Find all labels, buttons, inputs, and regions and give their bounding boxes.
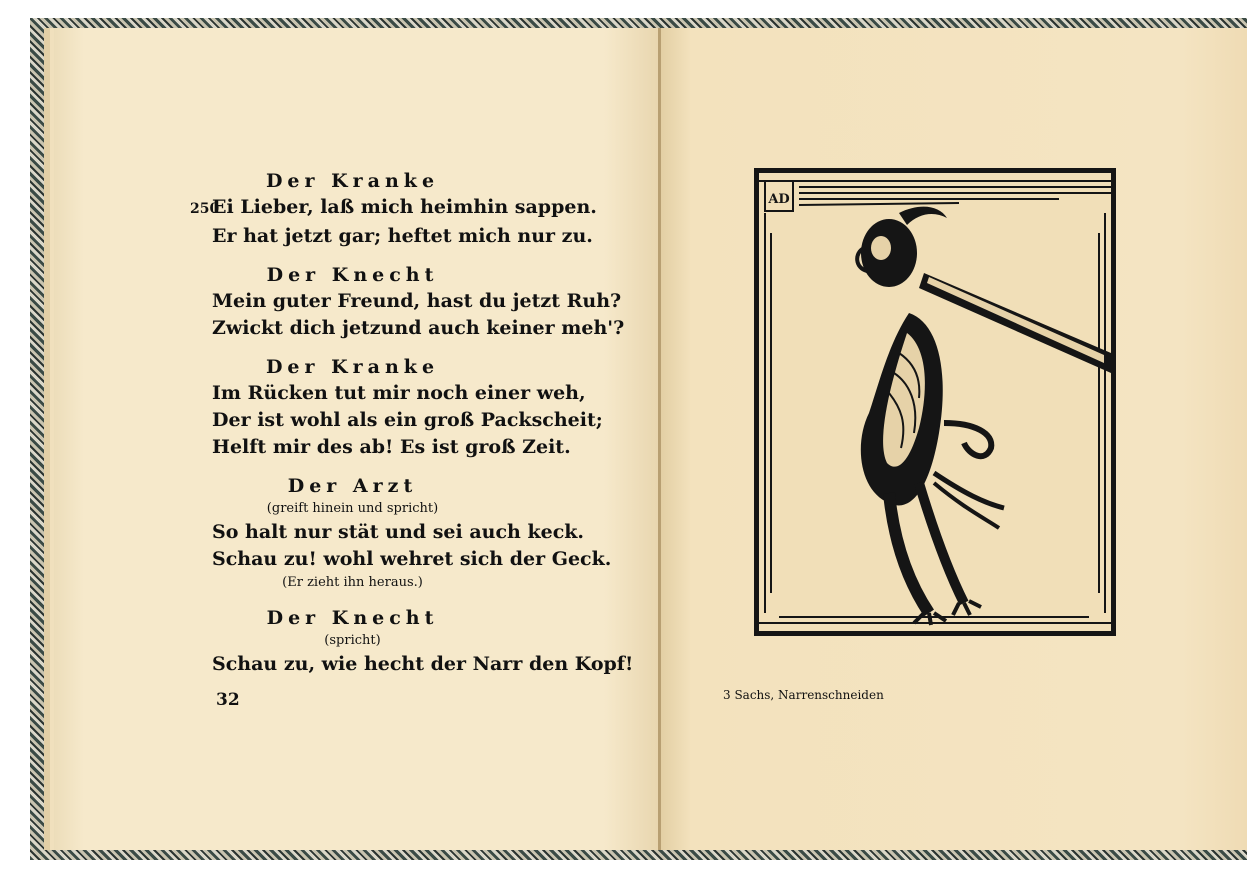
- verse-line: Er hat jetzt gar; heftet mich nur zu.: [212, 225, 593, 247]
- verse-line: Helft mir des ab! Es ist groß Zeit.: [212, 436, 571, 458]
- right-page: [661, 28, 1247, 850]
- open-book: [30, 18, 1247, 860]
- speaker-heading: Der Arzt: [287, 475, 418, 497]
- play-text: [44, 168, 661, 678]
- left-page: [44, 28, 661, 850]
- stage-direction: (greift hinein und spricht): [266, 501, 439, 516]
- line-number: 250: [190, 201, 220, 217]
- verse-line: Mein guter Freund, hast du jetzt Ruh?: [212, 290, 622, 312]
- verse-line: Zwickt dich jetzund auch keiner meh'?: [212, 317, 625, 339]
- speaker-heading: Der Knecht: [266, 607, 439, 629]
- page-number: 32: [216, 690, 240, 710]
- verse-text: Ei Lieber, laß mich heimhin sappen.: [212, 196, 597, 218]
- verse-line: Der ist wohl als ein groß Packscheit;: [212, 409, 603, 431]
- speaker-heading: Der Kranke: [265, 170, 440, 192]
- verse-line: Schau zu, wie hecht der Narr den Kopf!: [212, 653, 634, 675]
- speaker-heading: Der Kranke: [265, 356, 440, 378]
- verse-line: Im Rücken tut mir noch einer weh,: [212, 382, 586, 404]
- verse-line: Schau zu! wohl wehret sich der Geck.: [212, 548, 612, 570]
- woodcut-illustration: [754, 168, 1116, 636]
- stage-direction: (spricht): [324, 633, 381, 648]
- monogram-text: AD: [768, 192, 790, 207]
- woodcut-fool-icon: [759, 173, 1111, 631]
- verse-line: So halt nur stät und sei auch keck.: [212, 521, 585, 543]
- verse-line: [22, 194, 661, 223]
- stage-direction: (Er zieht ihn heraus.): [282, 575, 423, 590]
- illustration-caption: 3 Sachs, Narrenschneiden: [723, 688, 884, 702]
- speaker-heading: Der Knecht: [266, 264, 439, 286]
